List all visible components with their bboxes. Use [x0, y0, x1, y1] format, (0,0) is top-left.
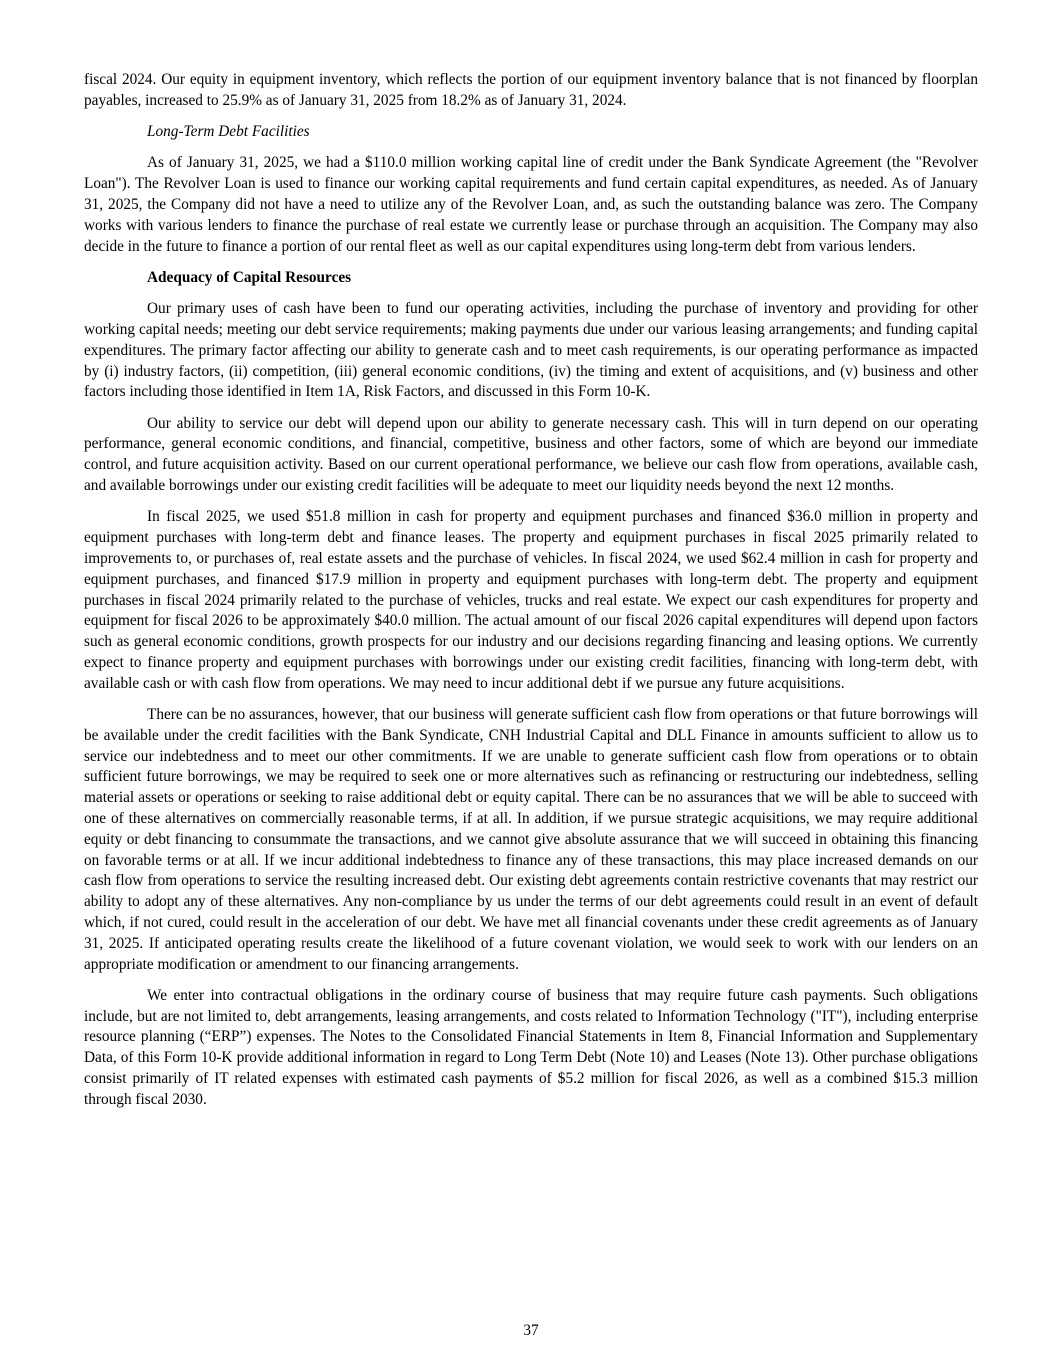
- page-number: 37: [523, 1322, 539, 1339]
- paragraph-primary-uses-of-cash: Our primary uses of cash have been to fund our operating activities, including the purchase of inventory and providing for other working capital needs; meeting our debt service requirements; making payments due under our various leasing arrangements; and funding capital expenditures. The primary factor affecting our ability to generate cash and to meet cash requirements, is our operating performance as impacted by (i) industry factors, (ii) competition, (iii) general economic conditions, (iv) the timing and extent of acquisitions, and (v) business and other factors including those identified in Item 1A, Risk Factors, and discussed in this Form 10-K.: [84, 300, 978, 401]
- paragraph-no-assurances: There can be no assurances, however, that our business will generate sufficient cash flow from operations or that future borrowings will be available under the credit facilities with the Bank Syndicate, CNH Industrial Capital and DLL Finance in amounts sufficient to allow us to service our indebtedness and to meet our other commitments. If we are unable to generate sufficient cash flow from operations or to obtain sufficient future borrowings, we may be required to seek one or more alternatives such as refinancing or restructuring our indebtedness, selling material assets or operations or seeking to raise additional debt or equity capital. There can be no assurances that we will be able to succeed with one of these alternatives on commercially reasonable terms, if at all. In addition, if we pursue strategic acquisitions, we may require additional equity or debt financing to consummate the transactions, and we cannot give absolute assurance that we will succeed in obtaining this financing on favorable terms or at all. If we incur additional indebtedness to finance any of these transactions, this may place increased demands on our cash flow from operations to service the resulting increased debt. Our existing debt agreements contain restrictive covenants that may restrict our ability to adopt any of these alternatives. Any non-compliance by us under the terms of our debt agreements could result in an event of default which, if not cured, could result in the acceleration of our debt. We have met all financial covenants under these credit agreements as of January 31, 2025. If anticipated operating results create the likelihood of a future covenant violation, we would seek to work with our lenders on an appropriate modification or amendment to our financing arrangements.: [84, 706, 978, 973]
- paragraph-capital-expenditures: In fiscal 2025, we used $51.8 million in cash for property and equipment purchases and financed $36.0 million in property and equipment purchases with long-term debt and finance leases. The property and equipment purchases in fiscal 2025 primarily related to improvements to, or purchases of, real estate assets and the purchase of vehicles. In fiscal 2024, we used $62.4 million in cash for property and equipment purchases, and financed $17.9 million in property and equipment purchases with long-term debt. The property and equipment purchases in fiscal 2024 primarily related to the purchase of vehicles, trucks and real estate. We expect our cash expenditures for property and equipment for fiscal 2026 to be approximately $40.0 million. The actual amount of our fiscal 2026 capital expenditures will depend upon factors such as general economic conditions, growth prospects for our industry and our decisions regarding financing and leasing options. We currently expect to finance property and equipment purchases with borrowings under our existing credit facilities, financing with long-term debt, with available cash or with cash flow from operations. We may need to incur additional debt if we pursue any future acquisitions.: [84, 508, 978, 692]
- paragraph-contractual-obligations: We enter into contractual obligations in the ordinary course of business that may require future cash payments. Such obligations include, but are not limited to, debt arrangements, leasing arrangements, and costs related to Information Technology ("IT"), including enterprise resource planning (“ERP”) expenses. The Notes to the Consolidated Financial Statements in Item 8, Financial Information and Supplementary Data, of this Form 10-K provide additional information in regard to Long Term Debt (Note 10) and Leases (Note 13). Other purchase obligations consist primarily of IT related expenses with estimated cash payments of $5.2 million for fiscal 2026, as well as a combined $15.3 million through fiscal 2030.: [84, 986, 978, 1108]
- paragraph-equity-inventory: fiscal 2024. Our equity in equipment inventory, which reflects the portion of our equipment inventory balance that is not financed by floorplan payables, increased to 25.9% as of January 31, 2025 from 18.2% as of January 31, 2024.: [84, 71, 978, 109]
- heading-adequacy-of-capital-resources: Adequacy of Capital Resources: [147, 268, 352, 286]
- heading-long-term-debt-facilities: Long-Term Debt Facilities: [147, 123, 310, 141]
- document-body: [84, 70, 978, 1121]
- paragraph-service-debt: Our ability to service our debt will depend upon our ability to generate necessary cash. This will in turn depend on our operating performance, general economic conditions, and financial, competitive, business and other factors, some of which are beyond our immediate control, and future acquisition activity. Based on our current operational performance, we believe our cash flow from operations, available cash, and available borrowings under our existing credit facilities will be adequate to meet our liquidity needs beyond the next 12 months.: [84, 414, 978, 495]
- paragraph-revolver-loan: As of January 31, 2025, we had a $110.0 million working capital line of credit under the Bank Syndicate Agreement (the "Revolver Loan"). The Revolver Loan is used to finance our working capital requirements and fund certain capital expenditures, as needed. As of January 31, 2025, the Company did not have a need to utilize any of the Revolver Loan, and, as such the outstanding balance was zero. The Company works with various lenders to finance the purchase of real estate we currently lease or purchase through an acquisition. The Company may also decide in the future to finance a portion of our rental fleet as well as our capital expenditures using long-term debt from various lenders.: [84, 154, 978, 255]
